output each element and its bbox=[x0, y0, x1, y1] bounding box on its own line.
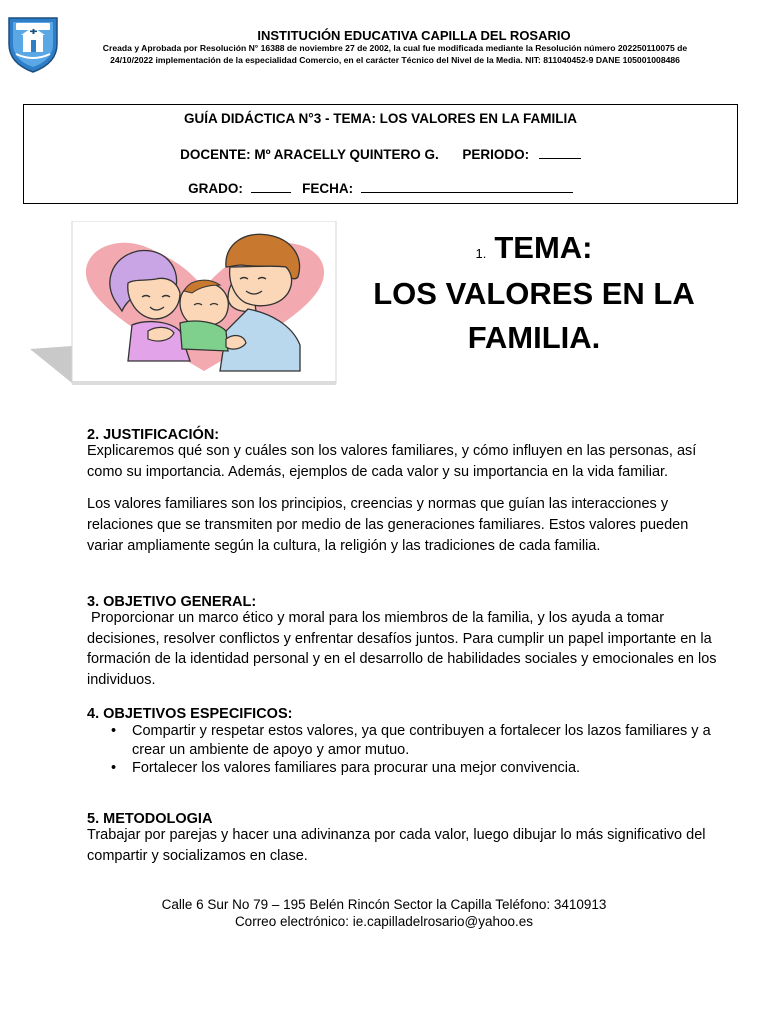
fecha-blank[interactable] bbox=[361, 180, 573, 193]
list-item: • Compartir y respetar estos valores, ya que contribuyen a fortalecer los lazos familiares y a crear un ambiente de apoyo y amor mutuo. bbox=[111, 723, 711, 758]
institution-subtitle: Creada y Aprobada por Resolución N° 16388 de noviembre 27 de 2002, la cual fue modificada mediante la Resolución número 202250110075 de 24/10/2022 implementación de la especialidad Comercio, en el carácter Técnico del Nivel de la Media. NIT: 811040452-9 DANE 105001008486 bbox=[102, 43, 688, 65]
section-justificacion bbox=[87, 427, 717, 557]
docente-label: DOCENTE: Mº ARACELLY QUINTERO G. bbox=[180, 147, 439, 162]
topic-title-line2: FAMILIA. bbox=[467, 320, 601, 355]
bullet-icon: • bbox=[111, 760, 117, 776]
grado-label: GRADO: bbox=[188, 181, 243, 196]
footer-address: Calle 6 Sur No 79 – 195 Belén Rincón Sector la Capilla Teléfono: 3410913 bbox=[161, 897, 607, 912]
guide-info-box bbox=[23, 104, 738, 204]
section-objetivos-especificos bbox=[87, 706, 717, 778]
grado-fecha-line bbox=[24, 180, 737, 196]
topic-title-line1: LOS VALORES EN LA bbox=[373, 276, 695, 311]
footer bbox=[0, 896, 768, 930]
docente-line bbox=[24, 146, 737, 162]
section-heading: 3. OBJETIVO GENERAL: bbox=[87, 594, 257, 610]
section-objetivo-general bbox=[87, 594, 721, 691]
list-item: • Fortalecer los valores familiares para procurar una mejor convivencia. bbox=[111, 760, 581, 776]
institution-title: INSTITUCIÓN EDUCATIVA CAPILLA DEL ROSARIO bbox=[257, 28, 571, 43]
paragraph: Trabajar por parejas y hacer una adivinanza por cada valor, luego dibujar lo más significativo del compartir y socializamos en clase. bbox=[87, 827, 706, 864]
family-illustration bbox=[30, 221, 340, 387]
section-heading: 2. JUSTIFICACIÓN: bbox=[87, 427, 220, 443]
section-heading: 5. METODOLOGIA bbox=[87, 811, 213, 827]
paragraph: Los valores familiares son los principios, creencias y normas que guían las interacciones y relaciones que se transmiten por medio de las generaciones familiares. Estos valores pueden variar ampliamente según la cultura, la religión y las tradiciones de cada familia. bbox=[87, 496, 689, 554]
grado-blank[interactable] bbox=[251, 180, 291, 193]
paragraph: Explicaremos qué son y cuáles son los valores familiares, y cómo influyen en las personas, así como su importancia. Además, ejemplos de cada valor y su importancia en la vida familiar. bbox=[87, 443, 697, 480]
school-logo bbox=[6, 14, 60, 74]
periodo-blank[interactable] bbox=[539, 146, 581, 159]
section-metodologia bbox=[87, 811, 717, 866]
topic-label: TEMA: bbox=[494, 230, 593, 265]
paragraph: Proporcionar un marco ético y moral para los miembros de la familia, y los ayuda a tomar decisiones, resolver conflictos y enfrentar desafíos juntos. Para cumplir un papel importante en la formación de la identidad personal y en el desarrollo de habilidades sociales y emocionales en los individuos. bbox=[87, 610, 721, 689]
guide-title: GUÍA DIDÁCTICA N°3 - TEMA: LOS VALORES EN LA FAMILIA bbox=[184, 111, 577, 126]
topic-number: 1. bbox=[475, 246, 487, 261]
bullet-icon: • bbox=[111, 723, 117, 739]
footer-email: Correo electrónico: ie.capilladelrosario@yahoo.es bbox=[234, 914, 534, 929]
periodo-label: PERIODO: bbox=[462, 147, 530, 162]
fecha-label: FECHA: bbox=[302, 181, 354, 196]
topic-heading bbox=[330, 230, 738, 360]
section-heading: 4. OBJETIVOS ESPECIFICOS: bbox=[87, 706, 293, 722]
